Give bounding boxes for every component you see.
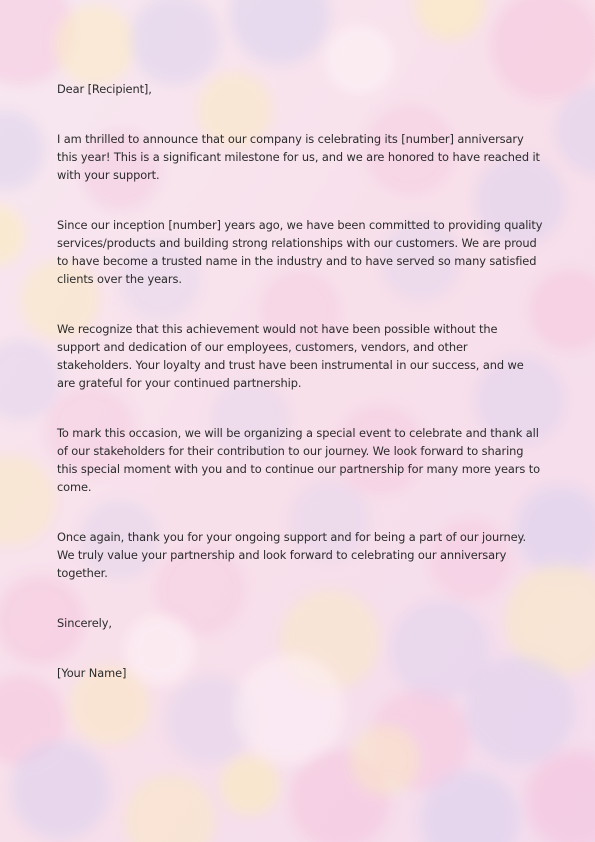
letter-paragraph-5: Once again, thank you for your ongoing support and for being a part of our journey. We truly value your partnership and look forward to celebrating our anniversary together.	[57, 530, 527, 580]
letter-paragraph-3: We recognize that this achievement would not have been possible without the support and dedication of our employees, customers, vendors, and other stakeholders. Your loyalty and trust have been instrumental in our success, and we are grateful for your continued partnership.	[57, 322, 524, 390]
letter-paragraph-4: To mark this occasion, we will be organizing a special event to celebrate and thank all of our stakeholders for their contribution to our journey. We look forward to sharing this special moment with you and to continue our partnership for many more years to come.	[57, 426, 540, 494]
letter-body	[57, 80, 543, 714]
letter-paragraph-2: Since our inception [number] years ago, we have been committed to providing quality services/products and building strong relationships with our customers. We are proud to have become a trusted name in the industry and to have served so many satisfied clients over the years.	[57, 218, 543, 286]
letter-signature: [Your Name]	[57, 666, 127, 680]
letter-paragraph-1: I am thrilled to announce that our company is celebrating its [number] anniversary this year! This is a significant milestone for us, and we are honored to have reached it with your support.	[57, 132, 540, 182]
letter-closing: Sincerely,	[57, 616, 112, 630]
letter-greeting: Dear [Recipient],	[57, 82, 152, 96]
